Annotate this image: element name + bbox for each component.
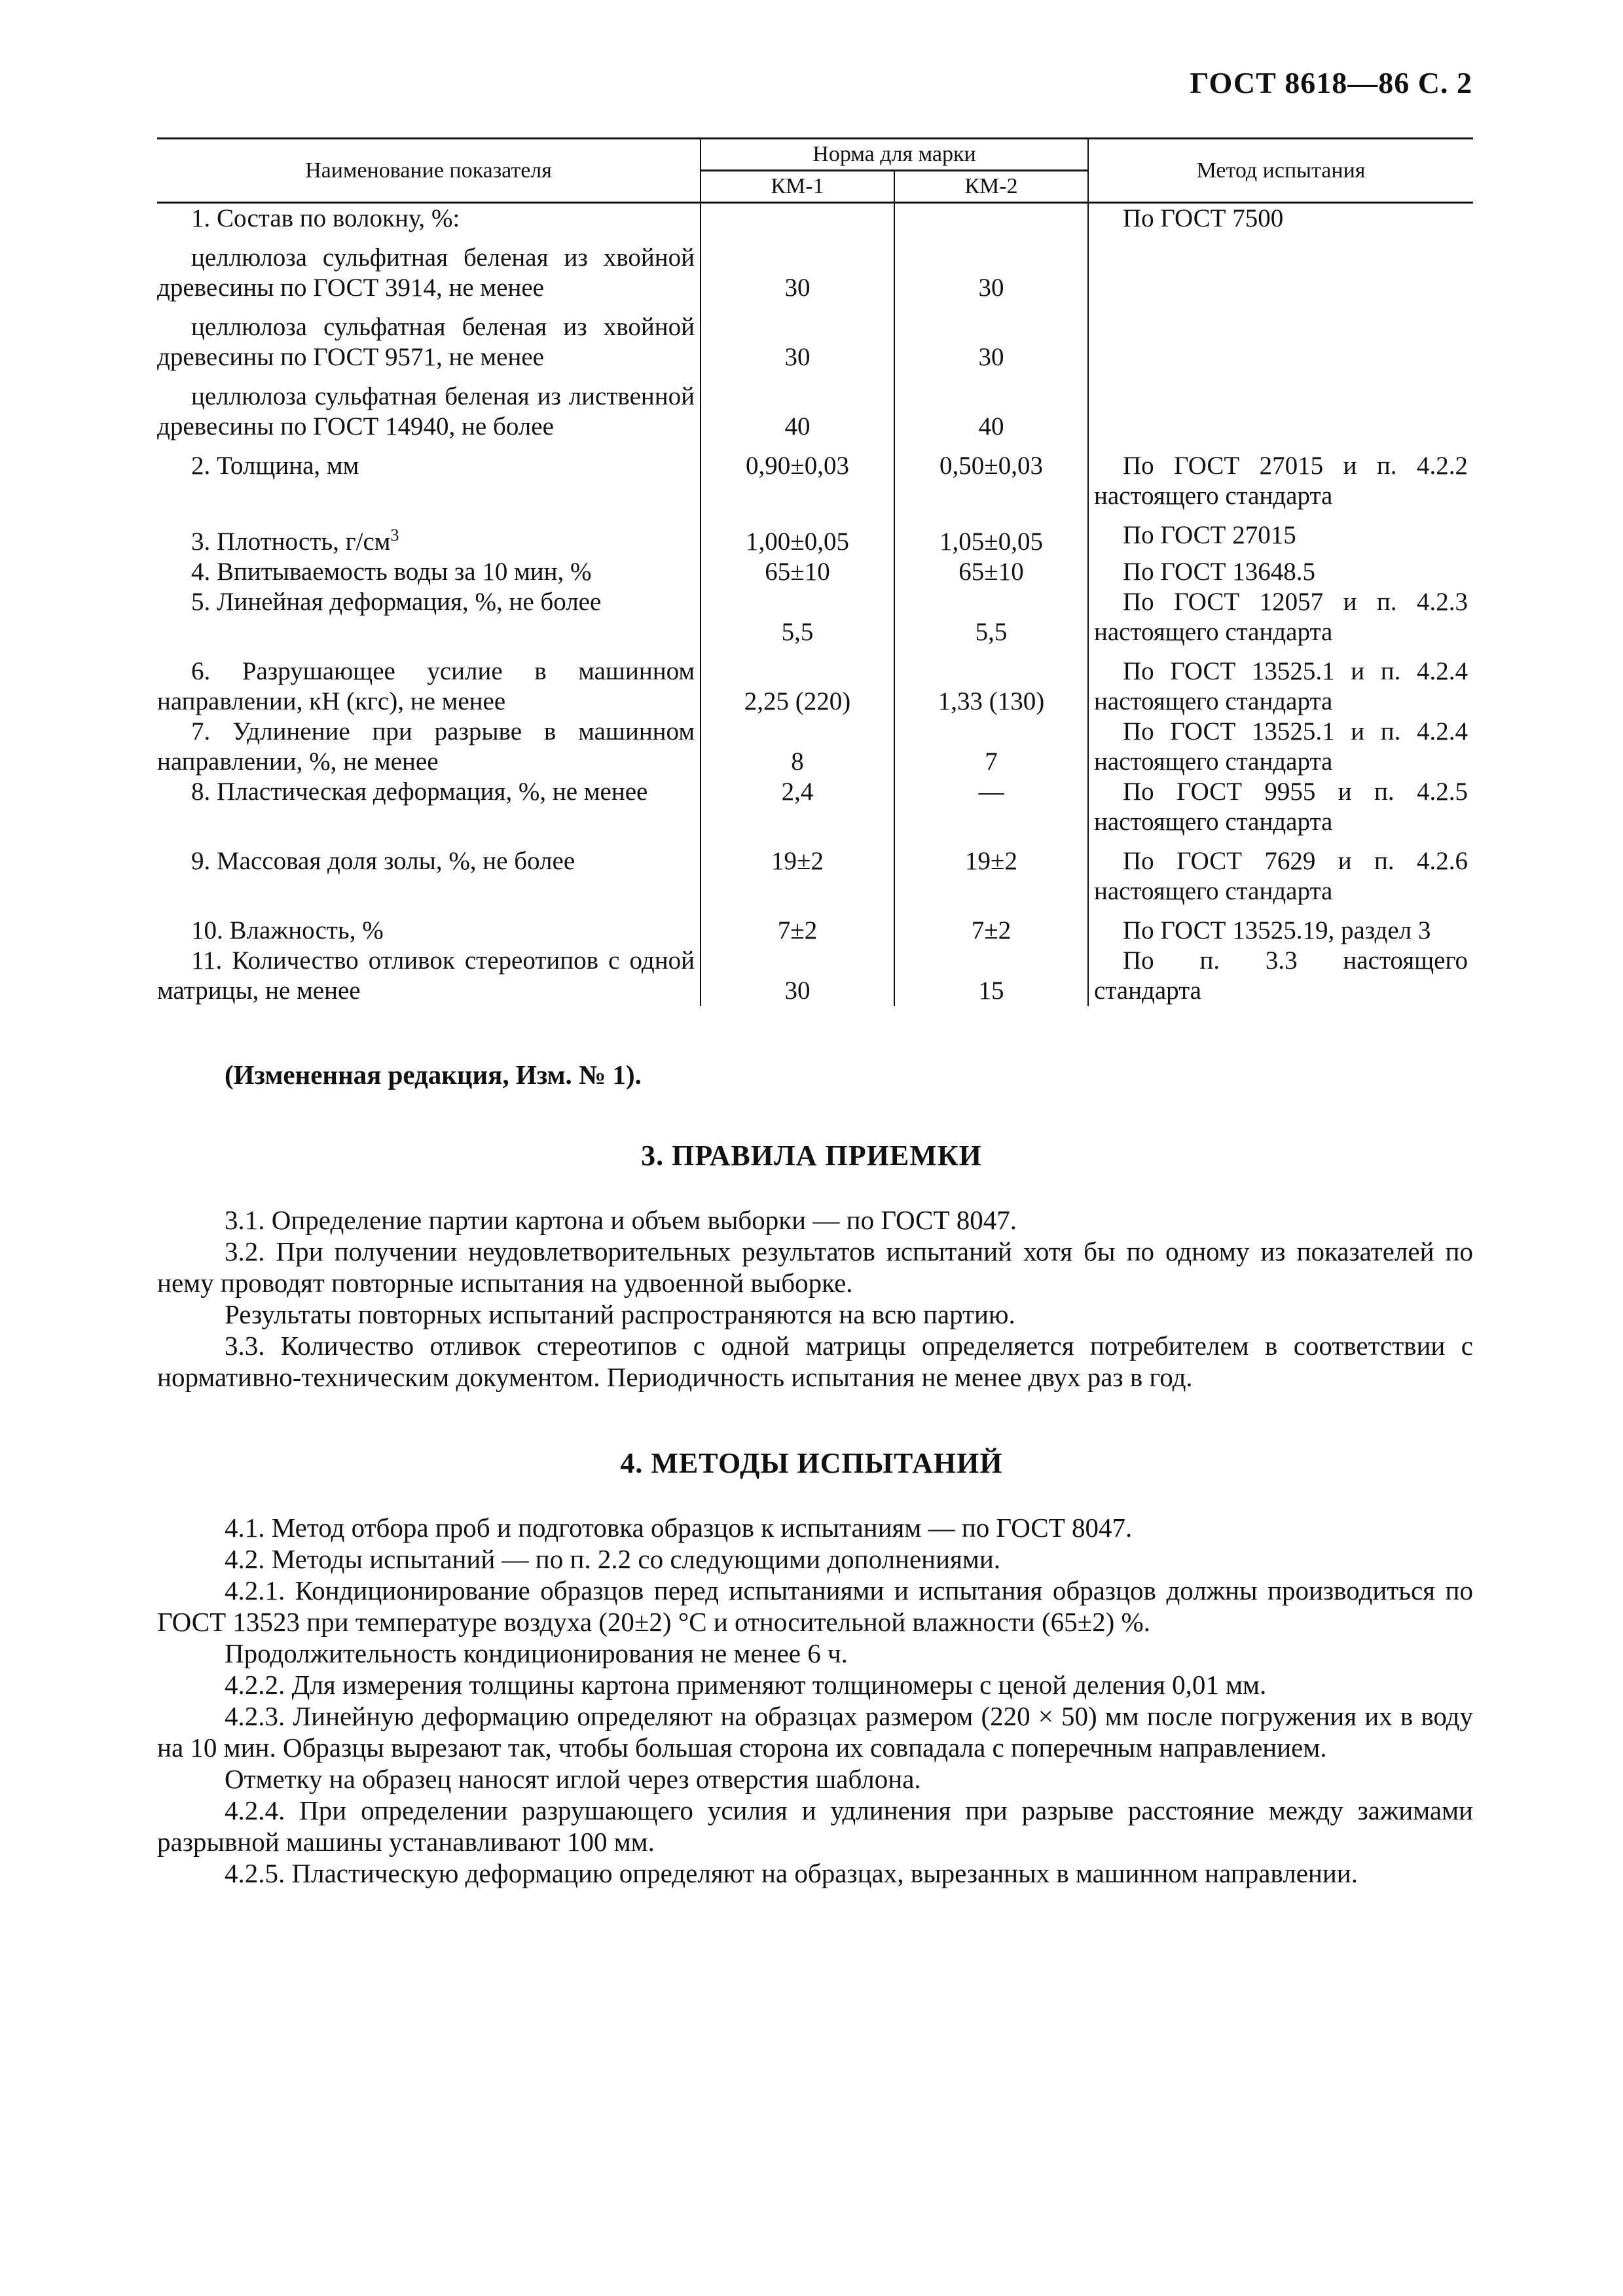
row-name: 3. Плотность, $г/см^3$ bbox=[191, 526, 399, 556]
table-row bbox=[157, 906, 1473, 946]
row-name: 4. Впитываемость воды за 10 мин, % bbox=[191, 558, 592, 586]
row-name: 11. Количество отливок стереотипов с одной матрицы, не менее bbox=[157, 946, 695, 1005]
row-method-line2: настоящего стандарта bbox=[1094, 687, 1333, 715]
row-km1 bbox=[701, 203, 894, 234]
table-row bbox=[157, 303, 1473, 372]
row-method bbox=[1088, 203, 1473, 234]
paragraph: Результаты повторных испытаний распространяются на всю партию. bbox=[225, 1299, 1015, 1329]
row-km1: 30 bbox=[701, 946, 894, 1006]
paragraph: 4.2.5. Пластическую деформацию определяют на образцах, вырезанных в машинном направлении. bbox=[225, 1858, 1358, 1888]
row-name: 5. Линейная деформация, %, не более bbox=[191, 588, 602, 616]
row-method bbox=[1088, 906, 1473, 946]
section-4-text bbox=[157, 1512, 1473, 1889]
row-method bbox=[1088, 557, 1473, 587]
row-km1: 2,4 bbox=[701, 777, 894, 837]
table-row bbox=[157, 557, 1473, 587]
row-method bbox=[1088, 587, 1473, 647]
table-row bbox=[157, 234, 1473, 303]
section-4-heading: 4. МЕТОДЫ ИСПЫТАНИЙ bbox=[620, 1447, 1003, 1479]
row-method-line2: настоящего стандарта bbox=[1094, 808, 1333, 836]
row-km1: 40 bbox=[701, 372, 894, 442]
column-header-km1: КМ-1 bbox=[701, 171, 894, 203]
row-km2: 40 bbox=[894, 372, 1088, 442]
table-row bbox=[157, 777, 1473, 837]
row-name: целлюлоза сульфатная беленая из лиственной древесины по ГОСТ 14940, не более bbox=[157, 382, 695, 440]
row-km2: 0,50±0,03 bbox=[894, 442, 1088, 511]
row-method-line1: По ГОСТ 12057 и п. 4.2.3 bbox=[1123, 588, 1468, 616]
row-method bbox=[1088, 946, 1473, 1006]
row-km2: 30 bbox=[894, 303, 1088, 372]
amendment-note: (Измененная редакция, Изм. № 1). bbox=[225, 1060, 642, 1090]
paragraph: Продолжительность кондиционирования не менее 6 ч. bbox=[225, 1638, 848, 1668]
table-row bbox=[157, 442, 1473, 511]
row-method bbox=[1088, 717, 1473, 777]
row-km2: 15 bbox=[894, 946, 1088, 1006]
row-method bbox=[1088, 234, 1473, 303]
paragraph: Отметку на образец наносят иглой через отверстия шаблона. bbox=[225, 1764, 921, 1794]
row-km2: — bbox=[894, 777, 1088, 837]
row-km2: 65±10 bbox=[894, 557, 1088, 587]
row-method-line1: По ГОСТ 13648.5 bbox=[1123, 558, 1315, 586]
row-name: 9. Массовая доля золы, %, не более bbox=[191, 847, 575, 875]
table-row bbox=[157, 946, 1473, 1006]
row-method-line1: По ГОСТ 7629 и п. 4.2.6 bbox=[1123, 847, 1468, 875]
table-row bbox=[157, 647, 1473, 717]
row-km1: 65±10 bbox=[701, 557, 894, 587]
row-method-line1: По ГОСТ 7500 bbox=[1123, 204, 1284, 232]
column-header-name: Наименование показателя bbox=[157, 139, 701, 203]
page-header: ГОСТ 8618—86 С. 2 bbox=[1190, 66, 1472, 99]
row-km2 bbox=[894, 203, 1088, 234]
row-method bbox=[1088, 647, 1473, 717]
paragraph: 4.1. Метод отбора проб и подготовка образцов к испытаниям — по ГОСТ 8047. bbox=[225, 1513, 1133, 1543]
row-km2: 5,5 bbox=[894, 587, 1088, 647]
row-method-line2: настоящего стандарта bbox=[1094, 877, 1333, 905]
table-row bbox=[157, 587, 1473, 647]
row-km1: 30 bbox=[701, 234, 894, 303]
paragraph: 4.2.3. Линейную деформацию определяют на образцах размером (220 × 50) мм после погружения их в воду на 10 мин. Образцы вырезают так, чтобы большая сторона их совпадала с поперечным направлением. bbox=[157, 1701, 1473, 1763]
row-method bbox=[1088, 777, 1473, 837]
row-km2: 1,33 (130) bbox=[894, 647, 1088, 717]
paragraph: 4.2.2. Для измерения толщины картона применяют толщиномеры с ценой деления 0,01 мм. bbox=[225, 1670, 1267, 1700]
row-km1: 30 bbox=[701, 303, 894, 372]
row-method-line2: настоящего стандарта bbox=[1094, 482, 1333, 510]
row-method-line2: стандарта bbox=[1094, 977, 1201, 1005]
table-row bbox=[157, 837, 1473, 906]
row-method-line1: По ГОСТ 13525.1 и п. 4.2.4 bbox=[1123, 657, 1468, 685]
paragraph: 3.3. Количество отливок стереотипов с одной матрицы определяется потребителем в соответствии с нормативно-техническим документом. Периодичность испытания не менее двух раз в год. bbox=[157, 1331, 1473, 1392]
table-row bbox=[157, 203, 1473, 234]
row-name: 10. Влажность, % bbox=[191, 916, 384, 944]
paragraph: 4.2.4. При определении разрушающего усилия и удлинения при разрыве расстояние между зажимами разрывной машины устанавливают 100 мм. bbox=[157, 1795, 1473, 1857]
row-method-line1: По ГОСТ 13525.1 и п. 4.2.4 bbox=[1123, 717, 1468, 745]
row-km1: 0,90±0,03 bbox=[701, 442, 894, 511]
properties-table bbox=[157, 137, 1473, 1006]
row-km2: 19±2 bbox=[894, 837, 1088, 906]
row-method-line2: настоящего стандарта bbox=[1094, 747, 1333, 776]
row-km1: 7±2 bbox=[701, 906, 894, 946]
row-km1: 2,25 (220) bbox=[701, 647, 894, 717]
row-name: 8. Пластическая деформация, %, не менее bbox=[191, 778, 648, 806]
row-method-line1: По ГОСТ 27015 и п. 4.2.2 bbox=[1123, 452, 1468, 480]
row-km2: 7 bbox=[894, 717, 1088, 777]
row-name: 6. Разрушающее усилие в машинном направлении, кН (кгс), не менее bbox=[157, 657, 695, 715]
paragraph: 4.2. Методы испытаний — по п. 2.2 со следующими дополнениями. bbox=[225, 1544, 1001, 1574]
row-km1: 5,5 bbox=[701, 587, 894, 647]
row-km2: 30 bbox=[894, 234, 1088, 303]
row-name: 7. Удлинение при разрыве в машинном направлении, %, не менее bbox=[157, 717, 695, 776]
row-method bbox=[1088, 372, 1473, 442]
row-method bbox=[1088, 303, 1473, 372]
section-3-heading: 3. ПРАВИЛА ПРИЕМКИ bbox=[641, 1139, 982, 1172]
column-header-norm: Норма для марки bbox=[701, 139, 1088, 171]
paragraph: 3.1. Определение партии картона и объем выборки — по ГОСТ 8047. bbox=[225, 1205, 1017, 1235]
column-header-km2: КМ-2 bbox=[894, 171, 1088, 203]
row-name: целлюлоза сульфатная беленая из хвойной древесины по ГОСТ 9571, не менее bbox=[157, 313, 695, 371]
table-row bbox=[157, 372, 1473, 442]
section-3-text bbox=[157, 1204, 1473, 1393]
row-km1: 19±2 bbox=[701, 837, 894, 906]
row-method bbox=[1088, 837, 1473, 906]
row-km1: 8 bbox=[701, 717, 894, 777]
row-name: 2. Толщина, мм bbox=[191, 452, 359, 480]
row-km2: 1,05±0,05 bbox=[894, 511, 1088, 557]
row-name: 1. Состав по волокну, %: bbox=[191, 204, 460, 232]
row-method-line2: настоящего стандарта bbox=[1094, 618, 1333, 646]
paragraph: 3.2. При получении неудовлетворительных результатов испытаний хотя бы по одному из показателей по нему проводят повторные испытания на удвоенной выборке. bbox=[157, 1236, 1473, 1298]
paragraph: 4.2.1. Кондиционирование образцов перед испытаниями и испытания образцов должны производиться по ГОСТ 13523 при температуре воздуха (20±2) °С и относительной влажности (65±2) %. bbox=[157, 1575, 1473, 1637]
row-method-line1: По ГОСТ 13525.19, раздел 3 bbox=[1123, 916, 1431, 944]
row-method bbox=[1088, 511, 1473, 557]
column-header-method: Метод испытания bbox=[1088, 139, 1473, 203]
table-row bbox=[157, 511, 1473, 557]
table-row bbox=[157, 717, 1473, 777]
row-km2: 7±2 bbox=[894, 906, 1088, 946]
row-km1: 1,00±0,05 bbox=[701, 511, 894, 557]
row-method-line1: По п. 3.3 настоящего bbox=[1123, 946, 1468, 975]
row-method-line1: По ГОСТ 27015 bbox=[1123, 521, 1296, 549]
row-method bbox=[1088, 442, 1473, 511]
row-name: целлюлоза сульфитная беленая из хвойной древесины по ГОСТ 3914, не менее bbox=[157, 243, 695, 302]
row-method-line1: По ГОСТ 9955 и п. 4.2.5 bbox=[1123, 778, 1468, 806]
